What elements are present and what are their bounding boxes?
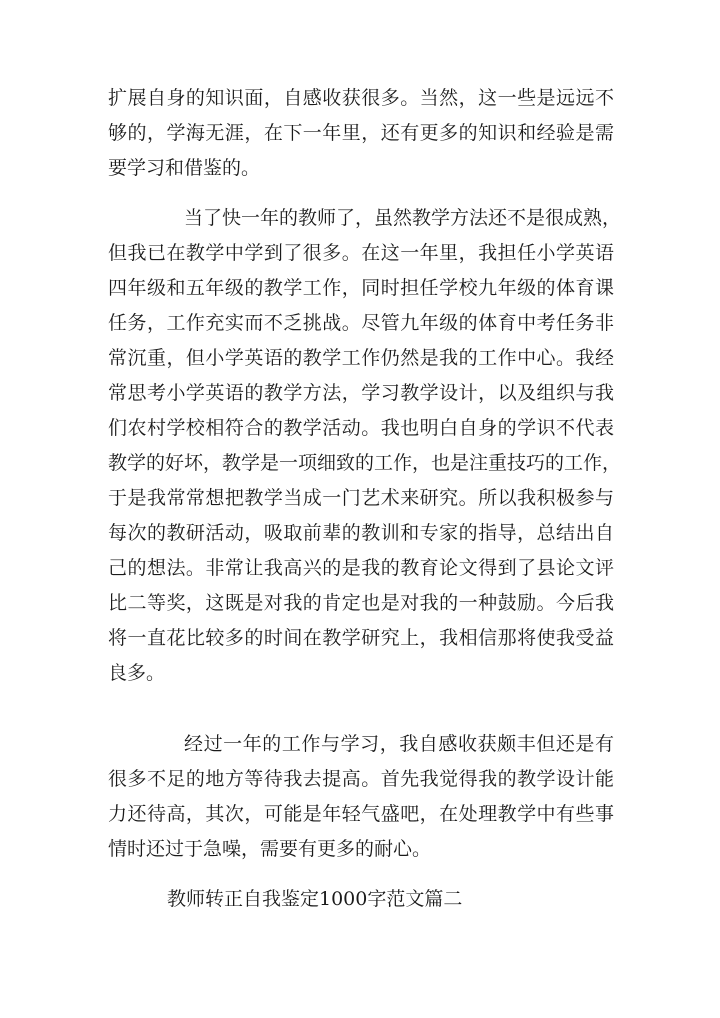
paragraph-line: 要学习和借鉴的。 bbox=[108, 157, 261, 179]
paragraph-line: 四年级和五年级的教学工作，同时担任学校九年级的体育课 bbox=[108, 277, 614, 299]
paragraph-line: 于是我常常想把教学当成一门艺术来研究。所以我积极参与 bbox=[108, 487, 614, 509]
paragraph-line: 常思考小学英语的教学方法，学习教学设计，以及组织与我 bbox=[108, 382, 614, 404]
section-heading: 教师转正自我鉴定1000字范文篇二 bbox=[167, 888, 463, 910]
paragraph-line: 常沉重，但小学英语的教学工作仍然是我的工作中心。我经 bbox=[108, 347, 614, 369]
paragraph-line: 情时还过于急噪，需要有更多的耐心。 bbox=[108, 838, 432, 860]
paragraph-line: 每次的教研活动，吸取前辈的教训和专家的指导，总结出自 bbox=[108, 522, 614, 544]
paragraph-line: 但我已在教学中学到了很多。在这一年里，我担任小学英语 bbox=[108, 242, 614, 264]
paragraph-line: 们农村学校相符合的教学活动。我也明白自身的学识不代表 bbox=[108, 417, 614, 439]
paragraph-line: 将一直花比较多的时间在教学研究上，我相信那将使我受益 bbox=[108, 627, 614, 649]
paragraph-line: 够的，学海无涯，在下一年里，还有更多的知识和经验是需 bbox=[108, 122, 614, 144]
paragraph-line: 教学的好坏，教学是一项细致的工作，也是注重技巧的工作， bbox=[108, 452, 622, 474]
paragraph-line: 己的想法。非常让我高兴的是我的教育论文得到了县论文评 bbox=[108, 557, 614, 579]
paragraph-2 bbox=[108, 201, 622, 691]
paragraph-line: 当了快一年的教师了，虽然教学方法还不是很成熟， bbox=[184, 207, 622, 229]
paragraph-line: 扩展自身的知识面，自感收获很多。当然，这一些是远远不 bbox=[108, 87, 614, 109]
paragraph-3 bbox=[108, 727, 614, 867]
paragraph-line: 良多。 bbox=[108, 662, 166, 684]
paragraph-line: 任务，工作充实而不乏挑战。尽管九年级的体育中考任务非 bbox=[108, 312, 614, 334]
paragraph-line: 经过一年的工作与学习，我自感收获颇丰但还是有 bbox=[184, 733, 614, 755]
paragraph-1 bbox=[108, 81, 614, 186]
paragraph-line: 比二等奖，这既是对我的肯定也是对我的一种鼓励。今后我 bbox=[108, 592, 614, 614]
paragraph-line: 很多不足的地方等待我去提高。首先我觉得我的教学设计能 bbox=[108, 768, 614, 790]
paragraph-line: 力还待高，其次，可能是年轻气盛吧，在处理教学中有些事 bbox=[108, 803, 614, 825]
